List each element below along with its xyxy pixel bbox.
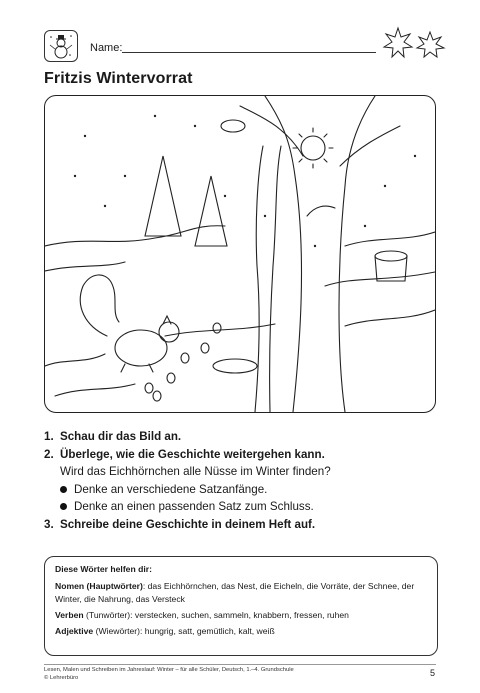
footer-line-1: Lesen, Malen und Schreiben im Jahreslauf: Winter – für alle Schüler, Deutsch, 1.–4. Grundschule: [44, 667, 294, 673]
page-title: Fritzis Wintervorrat: [44, 70, 193, 87]
task-text: Schreibe deine Geschichte in deinem Heft auf.: [60, 517, 316, 531]
bullet-text: Denke an verschiedene Satzanfänge.: [74, 482, 268, 496]
stars-icon: [382, 26, 448, 64]
snowman-icon: [45, 31, 77, 61]
name-write-line[interactable]: [122, 52, 376, 53]
page-number: 5: [430, 668, 436, 678]
task-3: [44, 516, 331, 534]
help-heading: Diese Wörter helfen dir:: [55, 564, 152, 574]
task-number: 2.: [44, 447, 54, 461]
task-number: 1.: [44, 430, 54, 443]
bullet-text: Denke an einen passenden Satz zum Schluss.: [74, 500, 314, 513]
verbs-text: (Tunwörter): verstecken, suchen, sammeln, knabbern, fressen, ruhen: [83, 610, 349, 620]
task-2: [44, 446, 331, 464]
task-text: Schau dir das Bild an.: [60, 430, 182, 443]
bullet-dot-icon: [60, 503, 67, 510]
task-2-question: Wird das Eichhörnchen alle Nüsse im Winter finden?: [60, 465, 331, 478]
adjectives-line: [55, 625, 427, 638]
nouns-line: [55, 580, 427, 606]
bullet-dot-icon: [60, 486, 67, 493]
verbs-line: [55, 609, 427, 622]
footer-credits: [44, 667, 294, 682]
bullet-item: [44, 498, 331, 516]
task-number: 3.: [44, 517, 54, 531]
verbs-label: Verben: [55, 610, 84, 620]
footer-line-2: © Lehrerbüro: [44, 674, 79, 681]
winter-forest-squirrel-illustration: [45, 96, 435, 412]
snowman-icon-box: [44, 30, 78, 62]
adjectives-label: Adjektive: [55, 626, 94, 636]
task-1: [44, 428, 331, 446]
task-text: Überlege, wie die Geschichte weitergehen kann.: [60, 447, 325, 461]
footer-divider: [44, 664, 436, 665]
nouns-text: : das Eichhörnchen, das Nest, die Eicheln, die Vorräte, der Schnee, der Winter, die Nahrung, das Versteck: [55, 581, 415, 604]
name-label: Name:: [90, 42, 123, 54]
word-help-box: [44, 556, 438, 656]
task-list: [44, 428, 331, 533]
nouns-label: Nomen (Hauptwörter): [55, 581, 143, 591]
bullet-item: [44, 481, 331, 499]
illustration-frame: [44, 95, 436, 413]
adjectives-text: (Wiewörter): hungrig, satt, gemütlich, kalt, weiß: [93, 626, 275, 636]
